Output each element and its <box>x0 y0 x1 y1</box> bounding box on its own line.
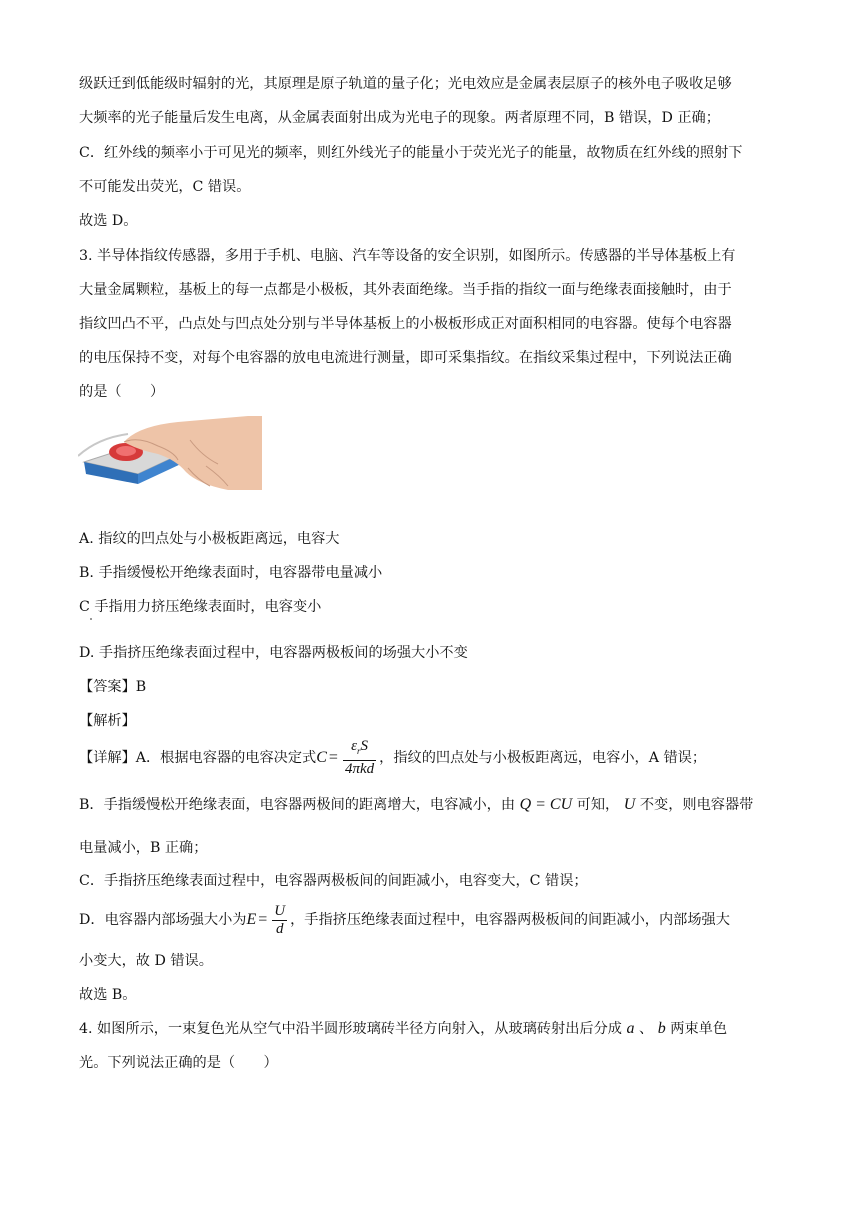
detail-b-mid: 可知， <box>576 797 620 813</box>
math-qcu: Q = CU <box>519 796 573 813</box>
question-4-stem <box>79 1019 727 1039</box>
option-d: D. 手指挤压绝缘表面过程中，电容器两极板间的场强大小不变 <box>79 645 468 661</box>
stray-dot <box>90 618 92 620</box>
detail-b-text: B．手指缓慢松开绝缘表面，电容器两极间的距离增大，电容减小，由 <box>79 797 516 813</box>
detail-a-text: 【详解】A．根据电容器的电容决定式 <box>79 750 317 766</box>
detail-d-text-2: ，手指挤压绝缘表面过程中，电容器两极板间的间距减小，内部场强大 <box>290 912 730 928</box>
field-formula <box>272 903 287 938</box>
choose-line: 故选 B。 <box>79 987 137 1003</box>
text-line: 级跃迁到低能级时辐射的光，其原理是原子轨道的量子化；光电效应是金属表层原子的核外电子吸收足够 <box>79 76 732 92</box>
detail-c: C．手指挤压绝缘表面过程中，电容器两极板间的间距减小，电容变大，C 错误； <box>79 873 588 889</box>
question-4-stem-2: 光。下列说法正确的是（ ） <box>79 1055 278 1071</box>
question-3-stem: 大量金属颗粒，基板上的每一点都是小极板，其外表面绝缘。当手指的指纹一面与绝缘表面接触时，由于 <box>79 282 732 298</box>
math-a: a <box>626 1020 635 1037</box>
math-c: C <box>316 749 327 766</box>
cap-denominator: 4πkd <box>344 761 375 777</box>
math-e: E <box>246 911 257 928</box>
text-line: 不可能发出荧光，C 错误。 <box>79 179 251 195</box>
text-line: C．红外线的频率小于可见光的频率，则红外线光子的能量小于荧光光子的能量，故物质在红外线的照射下 <box>79 145 743 161</box>
q4-text: 4. 如图所示，一束复色光从空气中沿半圆形玻璃砖半径方向射入，从玻璃砖射出后分成 <box>79 1021 622 1037</box>
math-eq: = <box>328 749 338 766</box>
q4-text-2: 两束单色 <box>670 1021 728 1037</box>
math-u: U <box>623 796 636 813</box>
question-3-stem: 3. 半导体指纹传感器，多用于手机、电脑、汽车等设备的安全识别，如图所示。传感器的半导体基板上有 <box>79 248 736 264</box>
detail-b-post: 不变，则电容器带 <box>639 797 754 813</box>
question-3-stem: 的电压保持不变，对每个电容器的放电电流进行测量，即可采集指纹。在指纹采集过程中，下列说法正确 <box>79 350 732 366</box>
fingerprint-sensor-photo <box>78 416 262 490</box>
detail-b-2: 电量减小，B 正确； <box>79 840 208 856</box>
detail-a-text-2: ，指纹的凹点处与小极板距离远，电容小，A 错误； <box>379 750 707 766</box>
detail-a <box>79 738 706 778</box>
option-c: C 手指用力挤压绝缘表面时，电容变小 <box>79 599 322 615</box>
capacitance-formula <box>343 738 376 778</box>
analysis-label: 【解析】 <box>79 713 136 729</box>
frac-u: U <box>274 902 286 919</box>
text-line: 大频率的光子能量后发生电离，从金属表面射出成为光电子的现象。两者原理不同，B 错误，D 正确； <box>79 110 720 126</box>
separator: 、 <box>639 1021 654 1037</box>
question-3-stem: 指纹凹凸不平，凸点处与凹点处分别与半导体基板上的小极板形成正对面积相同的电容器。使每个电容器 <box>79 316 732 332</box>
epsilon-sub: r <box>357 746 361 756</box>
detail-d-text: D．电容器内部场强大小为 <box>79 912 247 928</box>
detail-d-2: 小变大，故 D 错误。 <box>79 953 213 969</box>
question-3-stem: 的是（ ） <box>79 384 165 400</box>
area-s: S <box>360 738 369 754</box>
answer-label: 【答案】B <box>79 679 147 695</box>
detail-b <box>79 795 753 815</box>
epsilon: ε <box>351 738 357 754</box>
math-b: b <box>657 1020 666 1037</box>
option-a: A. 指纹的凹点处与小极板距离远，电容大 <box>79 531 340 547</box>
math-eq-2: = <box>258 911 268 928</box>
option-b: B. 手指缓慢松开绝缘表面时，电容器带电量减小 <box>79 565 383 581</box>
detail-d <box>79 900 730 940</box>
text-line: 故选 D。 <box>79 213 138 229</box>
frac-d: d <box>275 920 284 937</box>
